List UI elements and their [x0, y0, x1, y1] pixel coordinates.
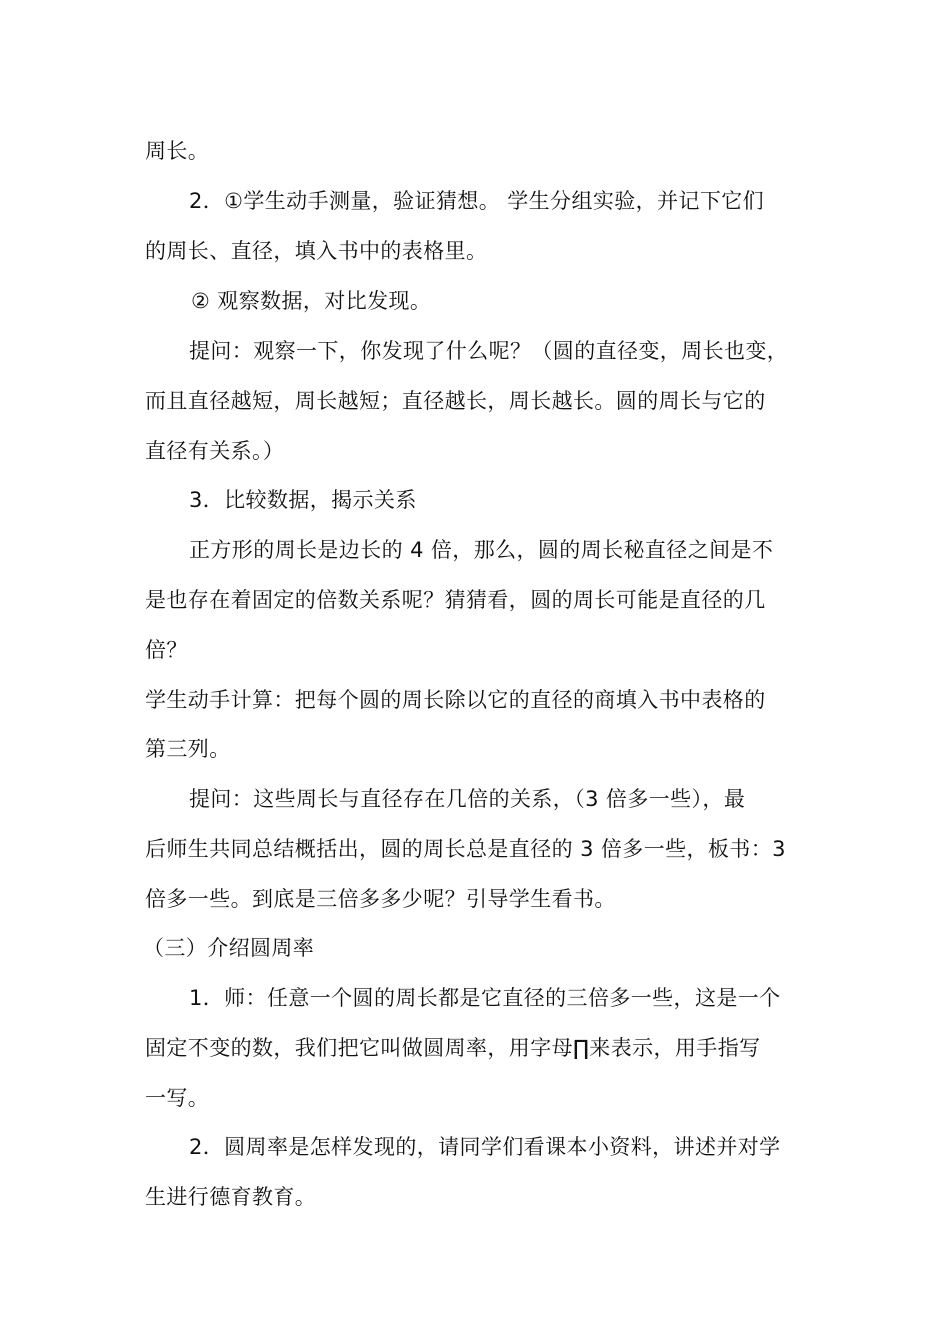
text-line: 而且直径越短，周长越短；直径越长，周长越长。圆的周长与它的: [145, 389, 766, 413]
text-line: 一写。: [145, 1086, 210, 1110]
text-line: 3．比较数据，揭示关系: [189, 488, 417, 512]
text-line: 是也存在着固定的倍数关系呢？猜猜看，圆的周长可能是直径的几: [145, 588, 766, 612]
text-line: ② 观察数据，对比发现。: [191, 289, 432, 313]
text-line: 的周长、直径，填入书中的表格里。: [145, 239, 488, 263]
text-line: 第三列。: [145, 737, 231, 761]
text-line: 固定不变的数，我们把它叫做圆周率，用字母∏来表示，用手指写: [145, 1036, 761, 1060]
text-line: 2．①学生动手测量，验证猜想。 学生分组实验，并记下它们: [189, 189, 765, 213]
text-line: 倍？: [145, 638, 188, 662]
text-line: 直径有关系。）: [145, 439, 285, 463]
text-line: 后师生共同总结概括出，圆的周长总是直径的 3 倍多一些，板书：3: [145, 837, 786, 861]
text-line: 正方形的周长是边长的 4 倍，那么，圆的周长秘直径之间是不: [189, 538, 774, 562]
text-line: 1．师：任意一个圆的周长都是它直径的三倍多一些，这是一个: [189, 986, 781, 1010]
text-line: 学生动手计算：把每个圆的周长除以它的直径的商填入书中表格的: [145, 688, 766, 712]
text-line: 提问：观察一下，你发现了什么呢？（圆的直径变，周长也变，: [189, 339, 789, 363]
section-heading: （三）介绍圆周率: [143, 936, 315, 960]
text-line: 提问：这些周长与直径存在几倍的关系，（3 倍多一些），最: [189, 787, 746, 811]
text-line: 倍多一些。到底是三倍多多少呢？引导学生看书。: [145, 887, 616, 911]
text-line: 生进行德育教育。: [145, 1185, 317, 1209]
text-line: 周长。: [145, 139, 210, 163]
text-line: 2．圆周率是怎样发现的，请同学们看课本小资料，讲述并对学: [189, 1135, 781, 1159]
